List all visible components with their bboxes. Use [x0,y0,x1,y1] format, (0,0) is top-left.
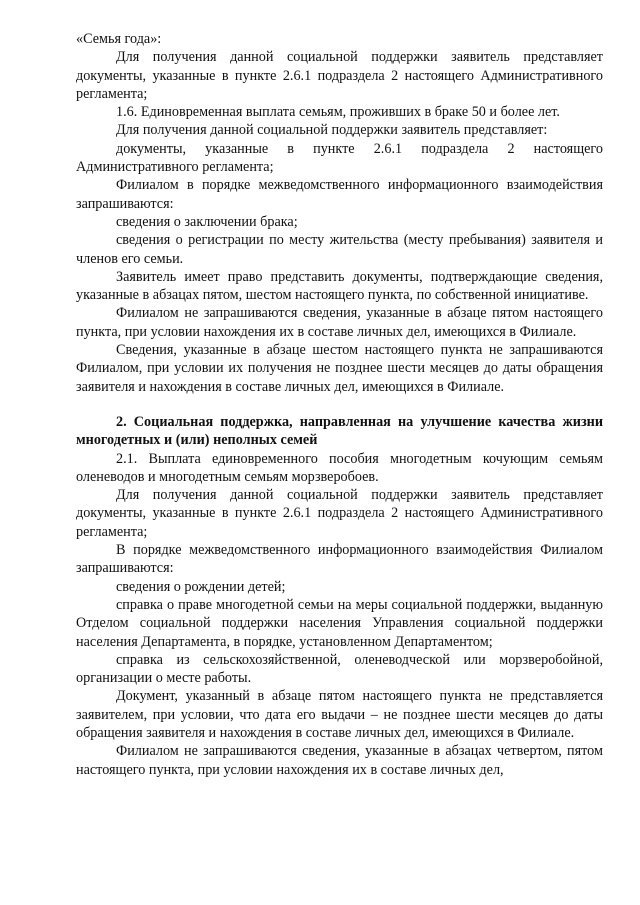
paragraph: Для получения данной социальной поддержки заявитель представляет: [116,122,548,139]
section-1-body [76,30,603,396]
paragraph: Для получения данной социальной поддержки заявитель представляет документы, указанные в пункте 2.6.1 подраздела 2 настоящего Административного регламента; [76,49,603,102]
paragraph: Филиалом не запрашиваются сведения, указанные в абзаце пятом настоящего пункта, при условии нахождения их в составе личных дел, имеющихся в Филиале. [76,305,603,340]
paragraph: сведения о рождении детей; [116,578,286,595]
paragraph: сведения о регистрации по месту жительства (месту пребывания) заявителя и членов его семьи. [76,232,603,267]
paragraph: 2.1. Выплата единовременного пособия многодетным кочующим семьям оленеводов и многодетным семьям морзверобоев. [76,450,603,485]
paragraph: 1.6. Единовременная выплата семьям, проживших в браке 50 и более лет. [116,104,560,121]
paragraph: Для получения данной социальной поддержки заявитель представляет документы, указанные в пункте 2.6.1 подраздела 2 настоящего Административного регламента; [76,487,603,540]
paragraph: Сведения, указанные в абзаце шестом настоящего пункта не запрашиваются Филиалом, при условии их получения не позднее шести месяцев до даты обращения заявителя и нахождения в составе личных дел, имеющихся в Филиале. [76,342,603,395]
paragraph: справка из сельскохозяйственной, оленеводческой или морзверобойной, организации о месте работы. [76,651,603,687]
paragraph: Документ, указанный в абзаце пятом настоящего пункта не представляется заявителем, при условии, что дата его выдачи – не позднее шести месяцев до даты обращения заявителя и нахождения в составе личных дел, имеющихся в Филиале. [76,688,603,741]
paragraph: сведения о заключении брака; [116,213,298,230]
document-page [76,30,603,779]
paragraph: В порядке межведомственного информационного взаимодействия Филиалом запрашиваются: [76,542,603,577]
section-2-body [76,450,603,779]
paragraph: Заявитель имеет право представить документы, подтверждающие сведения, указанные в абзацах пятом, шестом настоящего пункта, по собственной инициативе. [76,268,603,304]
section-gap [76,396,603,413]
section-2-heading: 2. Социальная поддержка, направленная на улучшение качества жизни многодетных и (или) неполных семей [76,413,603,449]
paragraph: «Семья года»: [76,31,162,47]
paragraph: справка о праве многодетной семьи на меры социальной поддержки, выданную Отделом социальной поддержки населения Управления социальной поддержки населения Департамента, в порядке, установленном Департаментом; [76,596,603,650]
paragraph: Филиалом не запрашиваются сведения, указанные в абзацах четвертом, пятом настоящего пункта, при условии нахождения их в составе личных дел, [76,743,603,778]
paragraph: документы, указанные в пункте 2.6.1 подраздела 2 настоящего Административного регламента; [76,140,603,176]
paragraph: Филиалом в порядке межведомственного информационного взаимодействия запрашиваются: [76,177,603,212]
